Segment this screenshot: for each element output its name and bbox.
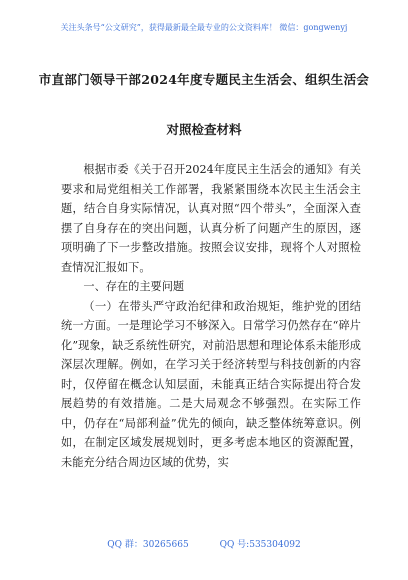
qq-group: QQ 群：30265665 bbox=[107, 540, 189, 550]
document-title: 市直部门领导干部2024年度专题民主生活会、组织生活会 bbox=[38, 72, 370, 87]
document-body bbox=[61, 160, 361, 472]
section-heading: 一、存在的主要问题 bbox=[83, 280, 185, 293]
contact-footer bbox=[0, 537, 408, 550]
promo-banner: 关注头条号“公文研究”，获得最新最全最专业的公文资料库！ 微信：gongwenyj bbox=[60, 23, 348, 32]
paragraph-intro: 根据市委《关于召开2024年度民主生活会的通知》有关要求和局党组相关工作部署，我紧紧围绕本次民主生活会主题，结合自身实际情况，认真对照“四个带头”，全面深入查摆了自身存在的突出问题，认真分析了问题产生的原因，逐项明确了下一步整改措施。按照会议安排，现将个人对照检查情况汇报如下。 bbox=[61, 163, 361, 274]
document-subtitle: 对照检查材料 bbox=[166, 122, 242, 137]
qq-number: QQ 号:535304092 bbox=[219, 540, 301, 550]
paragraph-problem-1: （一）在带头严守政治纪律和政治规矩，维护党的团结统一方面。一是理论学习不够深入。日常学习仍然存在“碎片化”现象，缺乏系统性研究，对前沿思想和理论体系未能形成深层次理解。例如，在学习关于经济转型与科技创新的内容时，仅停留在概念认知层面，未能真正结合实际提出符合发展趋势的有效措施。二是大局观念不够强烈。在实际工作中，仍存在“局部利益”优先的倾向，缺乏整体统筹意识。例如，在制定区域发展规划时，更多考虑本地区的资源配置，未能充分结合周边区域的优势，实 bbox=[61, 299, 361, 469]
